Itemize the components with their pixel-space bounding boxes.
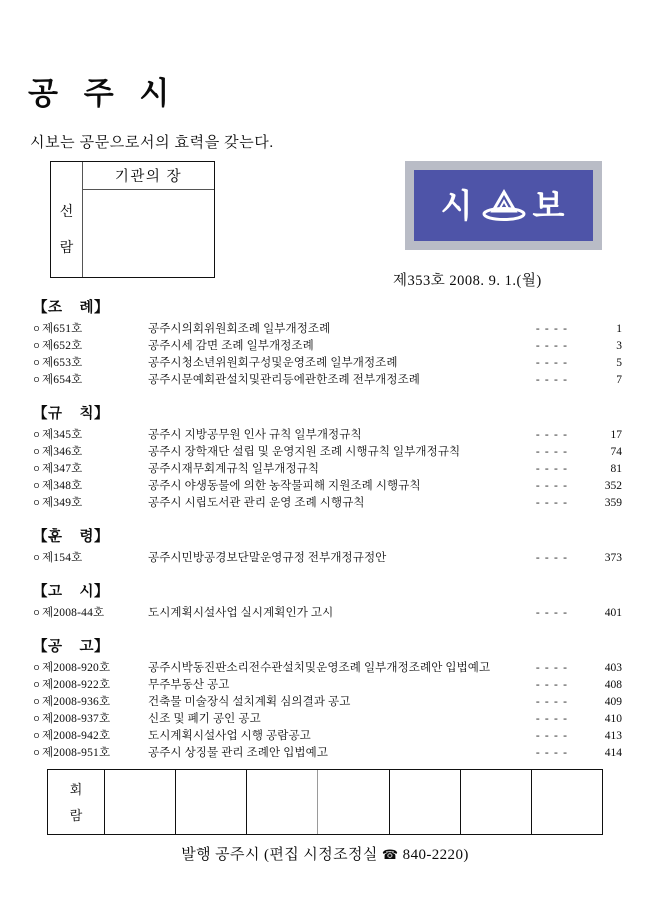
footer-phone: 840-2220): [398, 847, 469, 863]
entry-leader-dashes: - - - -: [535, 552, 569, 564]
seonram-label-char-1: 선: [59, 204, 74, 220]
toc-entry[interactable]: [0, 745, 650, 762]
issue-number-date: 제353호 2008. 9. 1.(월): [393, 273, 542, 289]
entry-page-number: 74: [610, 446, 622, 458]
entry-bullet: ㅇ: [32, 714, 41, 724]
entry-number: 제2008-936호: [42, 696, 111, 708]
toc-entry[interactable]: [0, 338, 650, 355]
toc-entry[interactable]: [0, 550, 650, 567]
bracket-open: 【: [33, 406, 48, 422]
entry-bullet: ㅇ: [32, 553, 41, 563]
entry-leader-dashes: - - - -: [535, 323, 569, 335]
bracket-close: 】: [94, 529, 110, 545]
entry-title: 무주부동산 공고: [148, 679, 230, 691]
entry-title: 공주시재무회계규칙 일부개정규칙: [148, 463, 320, 475]
bracket-close: 】: [94, 584, 110, 600]
entry-leader-dashes: - - - -: [535, 463, 569, 475]
entry-bullet: ㅇ: [32, 324, 41, 334]
entry-title: 공주시 야생동물에 의한 농작물피해 지원조례 시행규칙: [148, 480, 421, 492]
entry-bullet: ㅇ: [32, 341, 41, 351]
entry-title: 건축물 미술장식 설치계획 심의결과 공고: [148, 696, 351, 708]
toc-entry[interactable]: [0, 605, 650, 622]
section-title-char-1: 규: [48, 406, 63, 422]
entry-page-number: 403: [604, 662, 622, 674]
entry-leader-dashes: - - - -: [535, 446, 569, 458]
entry-bullet: ㅇ: [32, 464, 41, 474]
entry-page-number: 81: [610, 463, 622, 475]
entry-number: 제2008-951호: [42, 747, 111, 759]
entry-bullet: ㅇ: [32, 447, 41, 457]
entry-page-number: 413: [604, 730, 622, 742]
entry-page-number: 359: [604, 497, 622, 509]
toc-entry[interactable]: [0, 677, 650, 694]
toc-entry[interactable]: [0, 444, 650, 461]
section-spacer: [0, 567, 650, 580]
entry-page-number: 1: [616, 323, 622, 335]
sibo-logo-char-bo: 보: [532, 186, 567, 225]
hoeram-cell[interactable]: [390, 770, 461, 834]
entry-bullet: ㅇ: [32, 663, 41, 673]
page-title: 공 주 시: [28, 76, 179, 111]
entry-leader-dashes: - - - -: [535, 357, 569, 369]
bracket-close: 】: [94, 406, 110, 422]
entry-leader-dashes: - - - -: [535, 662, 569, 674]
toc-entry[interactable]: [0, 321, 650, 338]
entry-bullet: ㅇ: [32, 608, 41, 618]
entry-number: 제653호: [42, 357, 83, 369]
entry-bullet: ㅇ: [32, 498, 41, 508]
entry-bullet: ㅇ: [32, 731, 41, 741]
entry-number: 제347호: [42, 463, 83, 475]
entry-page-number: 408: [604, 679, 622, 691]
sibo-logo-char-si: 시: [440, 186, 475, 225]
section-title-char-1: 조: [48, 300, 63, 316]
entry-number: 제2008-44호: [42, 607, 105, 619]
entry-title: 공주시세 감면 조례 일부개정조례: [148, 340, 314, 352]
sibo-logo-plate: [414, 170, 593, 241]
entry-title: 도시계획시설사업 시행 공람공고: [148, 730, 311, 742]
bracket-open: 【: [33, 639, 48, 655]
seonram-approval-table: [50, 161, 215, 278]
section-title-char-2: 칙: [79, 406, 95, 422]
hoeram-cell[interactable]: [532, 770, 602, 834]
toc-section-heading: [0, 580, 650, 601]
entry-leader-dashes: - - - -: [535, 340, 569, 352]
entry-page-number: 3: [616, 340, 622, 352]
entry-number: 제2008-922호: [42, 679, 111, 691]
table-of-contents: [0, 296, 650, 775]
entry-bullet: ㅇ: [32, 375, 41, 385]
entry-number: 제346호: [42, 446, 83, 458]
entry-page-number: 409: [604, 696, 622, 708]
entry-page-number: 352: [604, 480, 622, 492]
section-title-char-1: 고: [48, 584, 63, 600]
entry-number: 제154호: [42, 552, 83, 564]
toc-entry[interactable]: [0, 461, 650, 478]
sibo-logo: [405, 161, 602, 250]
section-spacer: [0, 622, 650, 635]
entry-number: 제651호: [42, 323, 83, 335]
seonram-signature-cell: [83, 190, 214, 277]
entry-bullet: ㅇ: [32, 430, 41, 440]
seonram-signature-column: [83, 162, 214, 277]
seonram-label-char-2: 람: [59, 240, 74, 256]
entry-page-number: 410: [604, 713, 622, 725]
hoeram-cell[interactable]: [105, 770, 176, 834]
entry-leader-dashes: - - - -: [535, 713, 569, 725]
entry-title: 공주시 장학재단 설립 및 운영지원 조례 시행규칙 일부개정규칙: [148, 446, 461, 458]
hoeram-cell[interactable]: [247, 770, 318, 834]
entry-title: 공주시의회위원회조례 일부개정조례: [148, 323, 331, 335]
hoeram-label-column: [48, 770, 105, 834]
entry-leader-dashes: - - - -: [535, 696, 569, 708]
entry-leader-dashes: - - - -: [535, 607, 569, 619]
footer-prefix: 발행 공주시 (편집 시정조정실: [181, 847, 382, 863]
entry-leader-dashes: - - - -: [535, 429, 569, 441]
toc-entry[interactable]: [0, 478, 650, 495]
entry-title: 공주시청소년위원회구성및운영조례 일부개정조례: [148, 357, 398, 369]
seonram-label-column: [51, 162, 83, 277]
entry-leader-dashes: - - - -: [535, 747, 569, 759]
toc-section: [0, 525, 650, 580]
toc-entry[interactable]: [0, 495, 650, 512]
toc-section: [0, 635, 650, 775]
entry-title: 신조 및 폐기 공인 공고: [148, 713, 261, 725]
entry-leader-dashes: - - - -: [535, 730, 569, 742]
bracket-open: 【: [33, 584, 48, 600]
hoeram-cell[interactable]: [318, 770, 389, 834]
section-spacer: [0, 512, 650, 525]
sibo-logo-text: [440, 186, 567, 225]
entry-bullet: ㅇ: [32, 697, 41, 707]
entry-bullet: ㅇ: [32, 748, 41, 758]
hoeram-circulation-table: [47, 769, 603, 835]
entry-page-number: 414: [604, 747, 622, 759]
entry-leader-dashes: - - - -: [535, 480, 569, 492]
section-title-char-2: 시: [79, 584, 95, 600]
entry-title: 도시계획시설사업 실시계획인가 고시: [148, 607, 334, 619]
toc-entry[interactable]: [0, 694, 650, 711]
entry-number: 제2008-937호: [42, 713, 111, 725]
telephone-icon: ☎: [381, 848, 399, 863]
toc-section-heading: [0, 525, 650, 546]
toc-entry[interactable]: [0, 372, 650, 389]
entry-number: 제349호: [42, 497, 83, 509]
entry-leader-dashes: - - - -: [535, 679, 569, 691]
hoeram-cell[interactable]: [461, 770, 532, 834]
bracket-open: 【: [33, 300, 48, 316]
section-title-char-2: 고: [79, 639, 95, 655]
tagline-text: 시보는 공문으로서의 효력을 갖는다.: [30, 135, 274, 151]
section-title-char-2: 례: [79, 300, 95, 316]
entry-leader-dashes: - - - -: [535, 497, 569, 509]
entry-page-number: 7: [616, 374, 622, 386]
mountain-water-emblem-icon: [481, 189, 527, 223]
toc-entry[interactable]: [0, 711, 650, 728]
hoeram-cell[interactable]: [176, 770, 247, 834]
entry-page-number: 17: [610, 429, 622, 441]
entry-number: 제654호: [42, 374, 83, 386]
entry-number: 제348호: [42, 480, 83, 492]
entry-title: 공주시 지방공무원 인사 규칙 일부개정규칙: [148, 429, 362, 441]
toc-section-heading: [0, 402, 650, 423]
bracket-open: 【: [33, 529, 48, 545]
entry-number: 제652호: [42, 340, 83, 352]
toc-section: [0, 402, 650, 525]
entry-title: 공주시박동진판소리전수관설치및운영조례 일부개정조례안 입법예고: [148, 662, 491, 674]
entry-number: 제2008-942호: [42, 730, 111, 742]
bracket-close: 】: [94, 300, 110, 316]
bracket-close: 】: [94, 639, 110, 655]
toc-entry[interactable]: [0, 660, 650, 677]
section-title-char-1: 훈: [48, 529, 63, 545]
entry-bullet: ㅇ: [32, 481, 41, 491]
entry-title: 공주시 상징물 관리 조례안 입법예고: [148, 747, 329, 759]
entry-bullet: ㅇ: [32, 358, 41, 368]
entry-title: 공주시민방공경보단말운영규정 전부개정규정안: [148, 552, 387, 564]
entry-title: 공주시문예회관설치및관리등에관한조례 전부개정조례: [148, 374, 420, 386]
toc-entry[interactable]: [0, 355, 650, 372]
toc-section-heading: [0, 296, 650, 317]
footer-publisher: [0, 843, 650, 864]
hoeram-label-char-1: 회: [69, 781, 83, 797]
toc-entry[interactable]: [0, 728, 650, 745]
entry-page-number: 5: [616, 357, 622, 369]
entry-title: 공주시 시립도서관 관리 운영 조례 시행규칙: [148, 497, 365, 509]
toc-section: [0, 296, 650, 402]
toc-entry[interactable]: [0, 427, 650, 444]
seonram-header-cell: 기관의 장: [83, 162, 214, 190]
toc-section-heading: [0, 635, 650, 656]
entry-number: 제345호: [42, 429, 83, 441]
entry-leader-dashes: - - - -: [535, 374, 569, 386]
section-title-char-1: 공: [48, 639, 63, 655]
section-spacer: [0, 389, 650, 402]
entry-bullet: ㅇ: [32, 680, 41, 690]
hoeram-label-char-2: 람: [69, 807, 83, 823]
entry-number: 제2008-920호: [42, 662, 111, 674]
section-title-char-2: 령: [79, 529, 95, 545]
entry-page-number: 401: [604, 607, 622, 619]
entry-page-number: 373: [604, 552, 622, 564]
toc-section: [0, 580, 650, 635]
